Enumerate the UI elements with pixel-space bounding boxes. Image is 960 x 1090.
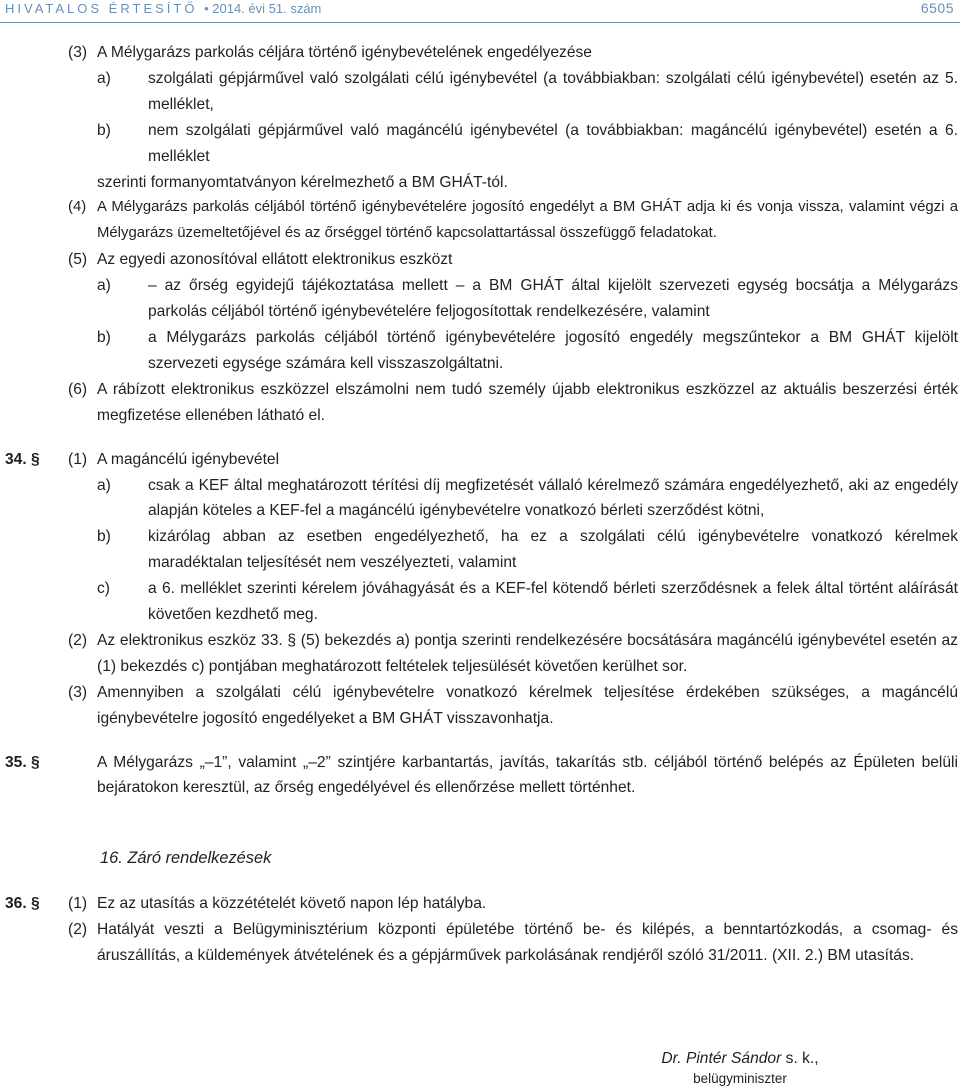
paragraph-number: (2) bbox=[68, 631, 88, 649]
point-letter: b) bbox=[97, 328, 111, 346]
point-text: – az őrség egyidejű tájékoztatása mellett – a BM GHÁT által kijelölt szervezeti egység bocsátja a Mélygarázs parkolás céljából történő igénybevételére feljogosítottak rendelkezésére, valamint bbox=[148, 277, 958, 321]
paragraph-33-6 bbox=[68, 377, 958, 429]
point-33-5-b bbox=[97, 325, 958, 377]
point-letter: c) bbox=[97, 580, 110, 598]
point-33-3-b bbox=[97, 118, 958, 170]
journal-masthead bbox=[5, 1, 321, 16]
paragraph-text: A magáncélú igénybevétel bbox=[97, 450, 280, 468]
paragraph-34-2 bbox=[68, 628, 958, 680]
section-36-label: 36. § bbox=[5, 895, 40, 913]
point-letter: a) bbox=[97, 476, 111, 494]
point-text: kizárólag abban az esetben engedélyezhető, ha ez a szolgálati célú igénybevételre vonatkozó kérelmek maradéktalan teljesítését nem veszélyezteti, valamint bbox=[148, 528, 958, 572]
point-text: a Mélygarázs parkolás céljából történő igénybevételére jogosító engedély megszűntekor a BM GHÁT kijelölt szervezeti egysége számára kell visszaszolgáltatni. bbox=[148, 328, 958, 372]
paragraph-number: (4) bbox=[68, 199, 87, 216]
paragraph-36-1 bbox=[5, 891, 958, 917]
point-33-3-a bbox=[97, 66, 958, 118]
paragraph-number: (1) bbox=[68, 895, 88, 913]
running-header bbox=[0, 0, 960, 22]
point-text: csak a KEF által meghatározott térítési díj megfizetését vállaló kérelmező számára engedélyezhető, aki az engedély alapján köteles a KEF-fel a magáncélú igénybevételre vonatkozó bérleti szerződést kötni, bbox=[148, 476, 958, 520]
paragraph-text: Ez az utasítás a közzétételét követő napon lép hatályba. bbox=[97, 895, 487, 913]
paragraph-number: (3) bbox=[68, 44, 88, 61]
paragraph-34-3 bbox=[68, 680, 958, 732]
paragraph-33-5 bbox=[68, 247, 958, 273]
point-letter: b) bbox=[97, 528, 111, 546]
document-body bbox=[0, 40, 960, 969]
point-33-5-a bbox=[97, 273, 958, 325]
paragraph-number: (2) bbox=[68, 921, 88, 939]
point-letter: a) bbox=[97, 277, 111, 295]
header-rule bbox=[0, 22, 960, 23]
point-text: szolgálati gépjárművel való szolgálati célú igénybevétel (a továbbiakban: szolgálati célú igénybevétel) esetén az 5. melléklet, bbox=[148, 69, 958, 113]
chapter-title: 16. Záró rendelkezések bbox=[100, 849, 272, 868]
point-text: a 6. melléklet szerinti kérelem jóváhagyását és a KEF-fel kötendő bérleti szerződésnek a felek által történt aláírását követően kezdhető meg. bbox=[148, 580, 958, 624]
point-34-1-a bbox=[97, 473, 958, 525]
paragraph-text: szerinti formanyomtatványon kérelmezhető a BM GHÁT-tól. bbox=[97, 173, 508, 191]
paragraph-text: Amennyiben a szolgálati célú igénybevételre vonatkozó kérelmek teljesítése érdekében szükséges, a magáncélú igénybevételre jogosító engedélyeket a BM GHÁT visszavonhatja. bbox=[97, 683, 958, 727]
signature-block bbox=[620, 1048, 860, 1088]
paragraph-text: A Mélygarázs parkolás céljára történő igénybevételének engedélyezése bbox=[97, 44, 592, 61]
paragraph-text: A Mélygarázs parkolás céljából történő igénybevételére jogosító engedélyt a BM GHÁT adja ki és vonja vissza, valamint végzi a Mélygarázs üzemeltetőjével és az őrséggel történő kapcsolattartással összefüggő feladatokat. bbox=[97, 199, 958, 242]
chapter-title-block bbox=[0, 801, 960, 891]
paragraph-number: (6) bbox=[68, 380, 88, 398]
point-34-1-b bbox=[97, 524, 958, 576]
signatory-role: belügyminiszter bbox=[693, 1071, 787, 1086]
issue-label: • 2014. évi 51. szám bbox=[204, 1, 322, 16]
paragraph-text: A rábízott elektronikus eszközzel elszámolni nem tudó személy újabb elektronikus eszközzel az aktuális beszerzési érték megfizetése ellenében látható el. bbox=[97, 380, 958, 424]
paragraph-text: Hatályát veszti a Belügyminisztérium központi épületébe történő be- és kilépés, a benntartózkodás, a csomag- és áruszállítás, a küldemények átvételének és a gépjárművek parkolásának rendjéről szóló 31/2011. (XII. 2.) BM utasítás. bbox=[97, 921, 958, 965]
paragraph-number: (3) bbox=[68, 683, 88, 701]
section-35 bbox=[5, 750, 958, 802]
section-text: A Mélygarázs „–1”, valamint „–2” szintjére karbantartás, javítás, takarítás stb. céljából történő belépés az Épületen belüli bejáratokon keresztül, az őrség engedélyével és ellenőrzése mellett történhet. bbox=[97, 753, 958, 797]
paragraph-36-2 bbox=[68, 917, 958, 969]
paragraph-33-3-closing bbox=[97, 170, 958, 196]
journal-title: HIVATALOS ÉRTESÍTŐ bbox=[5, 1, 198, 16]
paragraph-number: (1) bbox=[68, 450, 88, 468]
page-number: 6505 bbox=[920, 0, 954, 16]
point-34-1-c bbox=[97, 576, 958, 628]
paragraph-text: Az egyedi azonosítóval ellátott elektronikus eszközt bbox=[97, 251, 453, 269]
point-letter: b) bbox=[97, 121, 111, 139]
paragraph-text: Az elektronikus eszköz 33. § (5) bekezdés a) pontja szerinti rendelkezésére bocsátására magáncélú igénybevétel esetén az (1) bekezdés c) pontjában meghatározott feltételek teljesülését követően kerülhet sor. bbox=[97, 631, 958, 675]
paragraph-34-1 bbox=[5, 447, 958, 473]
point-letter: a) bbox=[97, 69, 111, 87]
section-34-label: 34. § bbox=[5, 450, 40, 468]
paragraph-33-4 bbox=[68, 195, 958, 247]
signatory-name: Dr. Pintér Sándor bbox=[661, 1050, 782, 1067]
point-text: nem szolgálati gépjárművel való magáncélú igénybevétel (a továbbiakban: magáncélú igénybevétel) esetén a 6. melléklet bbox=[148, 121, 958, 165]
paragraph-33-3 bbox=[68, 40, 958, 66]
paragraph-number: (5) bbox=[68, 251, 88, 269]
signatory-suffix: s. k., bbox=[781, 1050, 819, 1067]
section-35-label: 35. § bbox=[5, 753, 40, 771]
